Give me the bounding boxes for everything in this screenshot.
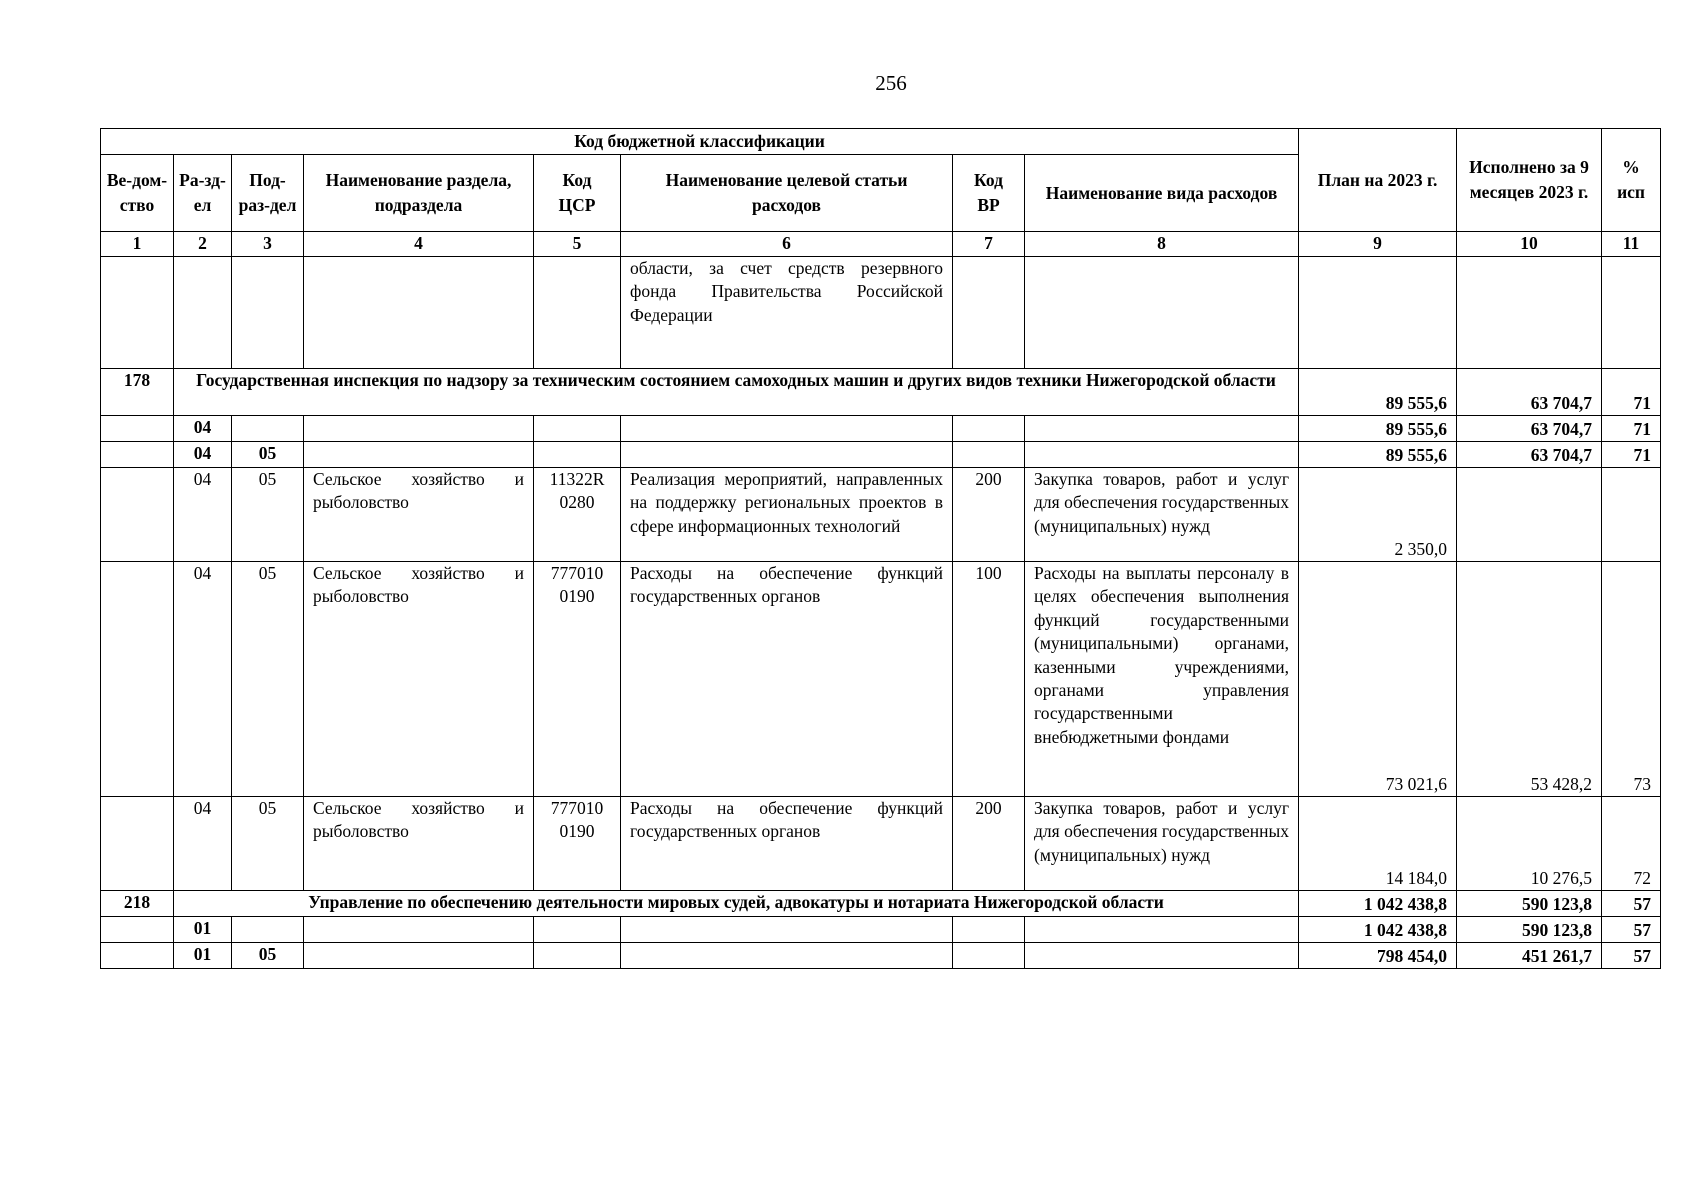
pct-cell: 57 bbox=[1602, 943, 1661, 969]
table-row bbox=[101, 917, 1661, 943]
vr-name-cell: Расходы на выплаты персоналу в целях обеспечения выполнения функций государственными (муниципальными) органами, казенными учреждениями, органами управления государственными внебюджетными фондами bbox=[1025, 562, 1299, 797]
table-row bbox=[101, 797, 1661, 891]
done-cell: 63 704,7 bbox=[1457, 416, 1602, 442]
done-cell: 590 123,8 bbox=[1457, 917, 1602, 943]
col-number: 9 bbox=[1299, 232, 1457, 257]
col-csr-header: Код ЦСР bbox=[534, 155, 621, 232]
plan-cell: 89 555,6 bbox=[1299, 416, 1457, 442]
col-csr-name-header: Наименование целевой статьи расходов bbox=[621, 155, 953, 232]
razdel-cell: 04 bbox=[174, 797, 232, 891]
podrazdel-cell: 05 bbox=[232, 943, 304, 969]
department-row bbox=[101, 891, 1661, 917]
pct-cell: 71 bbox=[1602, 416, 1661, 442]
razdel-cell: 01 bbox=[174, 943, 232, 969]
done-cell: 53 428,2 bbox=[1457, 562, 1602, 797]
table-row bbox=[101, 468, 1661, 562]
page-number: 256 bbox=[875, 71, 907, 95]
department-name: Управление по обеспечению деятельности мировых судей, адвокатуры и нотариата Нижегородской области bbox=[174, 891, 1299, 917]
ved-cell: 178 bbox=[101, 369, 174, 416]
plan-cell: 14 184,0 bbox=[1299, 797, 1457, 891]
csr-cell: 11322R 0280 bbox=[534, 468, 621, 562]
done-cell: 10 276,5 bbox=[1457, 797, 1602, 891]
done-cell: 590 123,8 bbox=[1457, 891, 1602, 917]
col-number: 2 bbox=[174, 232, 232, 257]
razdel-cell: 04 bbox=[174, 468, 232, 562]
table-row bbox=[101, 442, 1661, 468]
podrazdel-cell: 05 bbox=[232, 562, 304, 797]
column-number-row bbox=[101, 232, 1661, 257]
pct-cell: 73 bbox=[1602, 562, 1661, 797]
done-cell: 63 704,7 bbox=[1457, 442, 1602, 468]
plan-cell: 89 555,6 bbox=[1299, 369, 1457, 416]
col-number: 4 bbox=[304, 232, 534, 257]
plan-cell: 798 454,0 bbox=[1299, 943, 1457, 969]
col-number: 11 bbox=[1602, 232, 1661, 257]
col-razdel-name-header: Наименование раздела, подраздела bbox=[304, 155, 534, 232]
done-cell: 451 261,7 bbox=[1457, 943, 1602, 969]
col-podrazdel-header: Под-раз-дел bbox=[232, 155, 304, 232]
ved-cell: 218 bbox=[101, 891, 174, 917]
col-pct-header: % исп bbox=[1602, 129, 1661, 232]
col-vr-header: Код ВР bbox=[953, 155, 1025, 232]
department-row bbox=[101, 369, 1661, 416]
plan-cell: 89 555,6 bbox=[1299, 442, 1457, 468]
plan-cell: 73 021,6 bbox=[1299, 562, 1457, 797]
table-row bbox=[101, 562, 1661, 797]
razdel-name-cell: Сельское хозяйство и рыболовство bbox=[304, 468, 534, 562]
col-number: 8 bbox=[1025, 232, 1299, 257]
table-row bbox=[101, 416, 1661, 442]
col-razdel-header: Ра-зд-ел bbox=[174, 155, 232, 232]
vr-name-cell: Закупка товаров, работ и услуг для обеспечения государственных (муниципальных) нужд bbox=[1025, 468, 1299, 562]
col-number: 6 bbox=[621, 232, 953, 257]
plan-cell: 1 042 438,8 bbox=[1299, 917, 1457, 943]
pct-cell: 57 bbox=[1602, 891, 1661, 917]
razdel-cell: 04 bbox=[174, 442, 232, 468]
budget-table bbox=[100, 128, 1661, 969]
col-vr-name-header: Наименование вида расходов bbox=[1025, 155, 1299, 232]
pct-cell: 71 bbox=[1602, 369, 1661, 416]
done-cell: 63 704,7 bbox=[1457, 369, 1602, 416]
plan-cell: 1 042 438,8 bbox=[1299, 891, 1457, 917]
col-done-header: Исполнено за 9 месяцев 2023 г. bbox=[1457, 129, 1602, 232]
plan-cell: 2 350,0 bbox=[1299, 468, 1457, 562]
table-row bbox=[101, 257, 1661, 369]
col-number: 7 bbox=[953, 232, 1025, 257]
done-cell bbox=[1457, 468, 1602, 562]
podrazdel-cell: 05 bbox=[232, 468, 304, 562]
header-row-group bbox=[101, 129, 1661, 155]
csr-name-cell: Реализация мероприятий, направленных на поддержку региональных проектов в сфере информационных технологий bbox=[621, 468, 953, 562]
vr-cell: 100 bbox=[953, 562, 1025, 797]
csr-name-cell: Расходы на обеспечение функций государственных органов bbox=[621, 562, 953, 797]
col-number: 3 bbox=[232, 232, 304, 257]
csr-name-cell: Расходы на обеспечение функций государственных органов bbox=[621, 797, 953, 891]
group-header: Код бюджетной классификации bbox=[101, 129, 1299, 155]
col-number: 1 bbox=[101, 232, 174, 257]
pct-cell: 72 bbox=[1602, 797, 1661, 891]
pct-cell bbox=[1602, 468, 1661, 562]
razdel-cell: 04 bbox=[174, 416, 232, 442]
pct-cell: 57 bbox=[1602, 917, 1661, 943]
pct-cell: 71 bbox=[1602, 442, 1661, 468]
col-number: 5 bbox=[534, 232, 621, 257]
razdel-name-cell: Сельское хозяйство и рыболовство bbox=[304, 562, 534, 797]
razdel-name-cell: Сельское хозяйство и рыболовство bbox=[304, 797, 534, 891]
csr-cell: 777010 0190 bbox=[534, 562, 621, 797]
csr-cell: 777010 0190 bbox=[534, 797, 621, 891]
vr-cell: 200 bbox=[953, 797, 1025, 891]
razdel-cell: 01 bbox=[174, 917, 232, 943]
podrazdel-cell: 05 bbox=[232, 797, 304, 891]
vr-name-cell: Закупка товаров, работ и услуг для обеспечения государственных (муниципальных) нужд bbox=[1025, 797, 1299, 891]
col-plan-header: План на 2023 г. bbox=[1299, 129, 1457, 232]
department-name: Государственная инспекция по надзору за техническим состоянием самоходных машин и других видов техники Нижегородской области bbox=[174, 369, 1299, 416]
csr-name-cell: области, за счет средств резервного фонда Правительства Российской Федерации bbox=[621, 257, 953, 369]
razdel-cell: 04 bbox=[174, 562, 232, 797]
table-row bbox=[101, 943, 1661, 969]
vr-cell: 200 bbox=[953, 468, 1025, 562]
col-ved-header: Ве-дом-ство bbox=[101, 155, 174, 232]
col-number: 10 bbox=[1457, 232, 1602, 257]
podrazdel-cell: 05 bbox=[232, 442, 304, 468]
